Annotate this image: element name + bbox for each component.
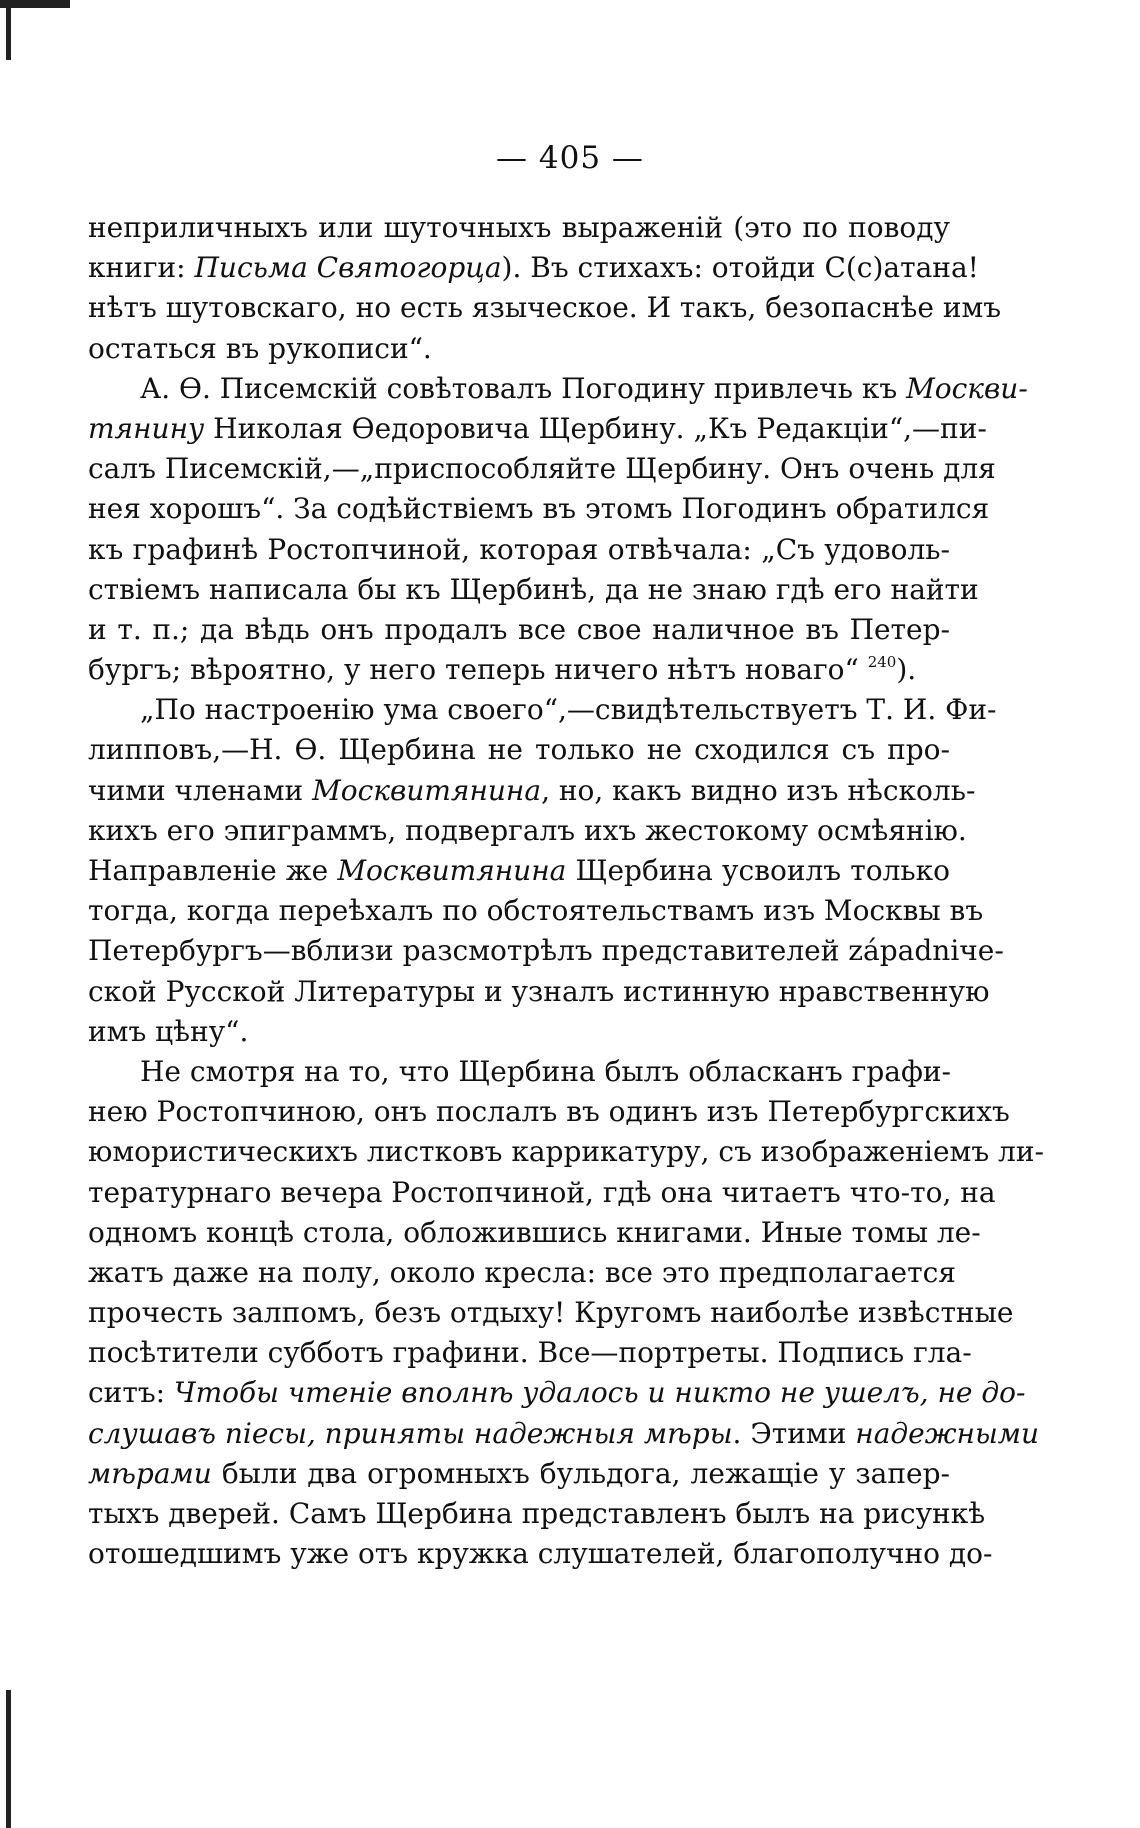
text-segment: ской Русской Литературы и узналъ истинную нравственную [88,974,990,1008]
text-line [88,1293,1014,1333]
text-line [88,369,1028,409]
paragraph [88,1052,1044,1574]
text-line [88,891,984,931]
text-line [88,1012,950,1052]
text-segment: были два огромныхъ бульдога, лежащіе у запер- [211,1456,950,1490]
italic-segment: надежными [855,1416,1040,1450]
italic-segment: мѣрами [88,1456,212,1490]
italic-segment: Москви- [906,371,1028,405]
text-line [88,650,950,690]
text-line [88,771,976,811]
text-line [88,1092,1010,1132]
italic-segment: Москвитянина [312,773,542,807]
text-segment: кихъ его эпиграммъ, подвергалъ ихъ жестокому осмѣянію. [88,813,967,847]
italic-segment: Чтобы чтеніе вполнѣ удалось и никто не ушелъ, не до- [173,1376,1026,1410]
text-segment: тературнаго вечера Ростопчиной, гдѣ она читаетъ что-то, на [88,1175,996,1209]
text-line [88,329,950,369]
text-line [88,1534,993,1574]
text-segment: имъ цѣну“. [88,1014,249,1048]
text-line [88,610,950,650]
text-segment: Направленіе же [88,854,338,887]
italic-segment: слушавъ піесы, приняты надежныя мѣры [88,1416,733,1450]
text-line [88,1373,1026,1413]
text-segment: тыхъ дверей. Самъ Щербина представленъ былъ на рисункѣ [88,1497,986,1530]
text-segment: и т. п.; да вѣдь онъ продалъ все свое наличное въ Петер- [88,612,950,646]
text-segment: ). [896,653,917,687]
text-line [88,1213,981,1253]
text-segment: Николая Ѳедоровича Щербину. „Къ Редакціи“,—пи- [204,411,987,445]
paragraph [88,369,1028,691]
text-line [88,811,967,851]
text-line [88,570,979,610]
text-segment: нею Ростопчиною, онъ послалъ въ одинъ изъ Петербургскихъ [88,1095,1010,1129]
text-segment: нѣтъ шутовскаго, но есть языческое. И такъ, безопаснѣе имъ [88,291,1002,325]
text-segment: Петербургъ—вблизи разсмотрѣлъ представителей západniче- [88,934,1004,968]
text-segment: жатъ даже на полу, около кресла: все это предполагается [88,1255,956,1289]
text-line [88,248,979,288]
text-line [88,1414,1040,1454]
paragraph [88,690,1004,1052]
text-segment: . Этими [732,1416,856,1450]
text-segment: , но, какъ видно изъ нѣсколь- [541,773,976,807]
text-line [88,1253,956,1293]
text-line [88,931,1004,971]
text-segment: чими членами [88,773,313,807]
text-line [88,1494,986,1534]
text-line [88,1173,996,1213]
text-segment: ситъ: [88,1376,174,1410]
text-segment: бургъ; вѣроятно, у него теперь ничего нѣтъ новаго“ [88,653,868,687]
text-segment: тогда, когда переѣхалъ по обстоятельствамъ изъ Москвы въ [88,894,984,928]
text-line [88,851,950,891]
text-line [88,530,950,570]
footnote-ref: 240 [867,653,897,672]
text-segment: нея хорошъ“. За содѣйствіемъ въ этомъ Погодинъ обратился [88,492,990,526]
text-line [88,409,987,449]
text-segment: салъ Писемскій,—„приспособляйте Щербину. Онъ очень для [88,452,996,486]
text-segment: книги: [88,251,195,285]
text-line [88,1132,1044,1172]
paragraph [88,208,1002,369]
text-segment: Щербина усвоилъ только [566,854,950,887]
page-edge-shadow [6,0,11,1828]
text-line [88,489,990,529]
text-segment: ). Въ стихахъ: отойди С(с)атана! [501,251,979,285]
text-line [88,1454,950,1494]
text-segment: „По настроенію ума своего“,—свидѣтельствуетъ Т. И. Фи- [140,693,997,727]
text-segment: липповъ,—Н. Ѳ. Щербина не только не сходился съ про- [88,733,950,767]
text-segment: одномъ концѣ стола, обложившись книгами. Иные томы ле- [88,1215,981,1249]
text-line [88,972,990,1012]
text-line [88,288,1002,328]
text-line [88,690,997,730]
text-segment: Не смотря на то, что Щербина былъ обласканъ графи- [140,1054,951,1088]
text-segment: неприличныхъ или шуточныхъ выраженій (это по поводу [88,211,950,244]
text-segment: А. Ѳ. Писемскій совѣтовалъ Погодину привлечь къ [140,371,907,405]
italic-segment: Письма Святогорца [194,251,502,285]
body-text [88,208,1044,1574]
text-segment: отошедшимъ уже отъ кружка слушателей, благополучно до- [88,1537,993,1571]
page-corner-mark [0,0,70,8]
italic-segment: тянину [88,411,205,445]
text-line [88,1333,972,1373]
page-number: — 405 — [496,140,644,176]
text-segment: посѣтители субботъ графини. Все—портреты. Подпись гла- [88,1336,972,1370]
text-segment: юмористическихъ листковъ каррикатуру, съ изображеніемъ ли- [88,1135,1044,1169]
text-segment: остаться въ рукописи“. [88,331,432,365]
italic-segment: Москвитянина [337,854,567,887]
text-line [88,730,950,770]
text-segment: ствіемъ написала бы къ Щербинѣ, да не знаю гдѣ его найти [88,572,979,606]
text-line [88,208,950,248]
text-segment: прочесть залпомъ, безъ отдыху! Кругомъ наиболѣе извѣстные [88,1296,1014,1330]
text-segment: къ графинѣ Ростопчиной, которая отвѣчала: „Съ удоволь- [88,532,950,566]
text-line [88,449,996,489]
text-line [88,1052,950,1092]
